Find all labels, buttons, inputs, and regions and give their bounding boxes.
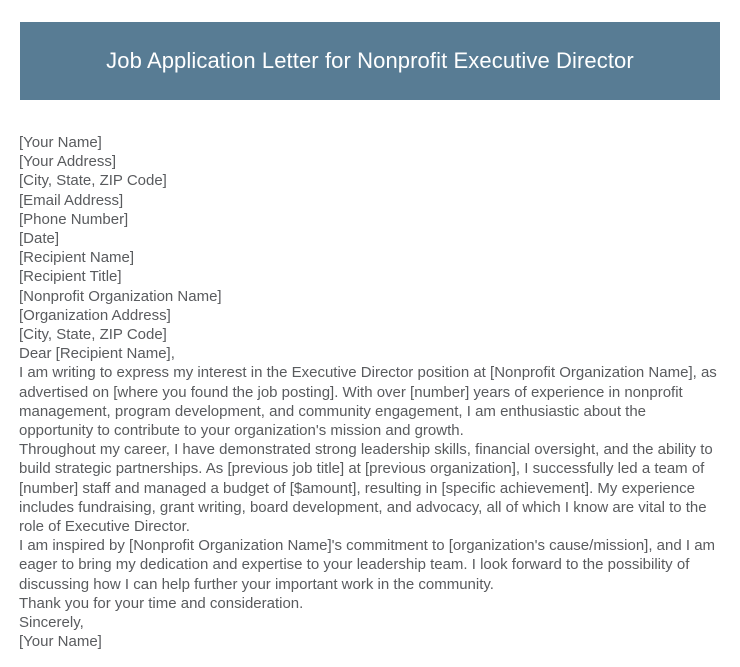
sender-email: [Email Address] (19, 191, 124, 209)
recipient-organization-address: [Organization Address] (19, 306, 171, 324)
letter-date: [Date] (19, 230, 60, 248)
letter-body (19, 133, 723, 651)
body-paragraph-1: I am writing to express my interest in the Executive Director position at [Nonprofit Organization Name], as advertised on [where you found the job posting]. With over [number] years of experience in nonprofit management, program development, and community engagement, I am enthusiastic about the opportunity to contribute to your organization's mission and growth. (19, 364, 717, 440)
body-paragraph-3: I am inspired by [Nonprofit Organization Name]'s commitment to [organization's cause/mission], and I am eager to bring my dedication and expertise to your leadership team. I look forward to the possibility of discussing how I can help further your important work in the community. (19, 537, 716, 593)
body-paragraph-2: Throughout my career, I have demonstrated strong leadership skills, financial oversight, and the ability to build strategic partnerships. As [previous job title] at [previous organization], I successfully led a team of [number] staff and managed a budget of [$amount], resulting in [specific achievement]. My experience includes fundraising, grant writing, board development, and advocacy, all of which I know are vital to the role of Executive Director. (19, 441, 713, 536)
page-title: Job Application Letter for Nonprofit Executive Director (106, 47, 634, 73)
signature-line: [Your Name] (19, 633, 102, 651)
thanks-line: Thank you for your time and consideration. (19, 594, 304, 612)
title-banner (20, 22, 720, 100)
recipient-address-block (19, 248, 723, 344)
sender-address-block (19, 133, 723, 248)
recipient-organization: [Nonprofit Organization Name] (19, 287, 222, 305)
recipient-name: [Recipient Name] (19, 249, 135, 267)
sender-city-state-zip: [City, State, ZIP Code] (19, 172, 167, 190)
recipient-city-state-zip: [City, State, ZIP Code] (19, 326, 167, 344)
sender-address: [Your Address] (19, 153, 117, 171)
salutation: Dear [Recipient Name], (19, 345, 175, 363)
sender-phone: [Phone Number] (19, 210, 129, 228)
sender-name: [Your Name] (19, 134, 102, 151)
closing-line: Sincerely, (19, 614, 84, 632)
recipient-title: [Recipient Title] (19, 268, 122, 286)
